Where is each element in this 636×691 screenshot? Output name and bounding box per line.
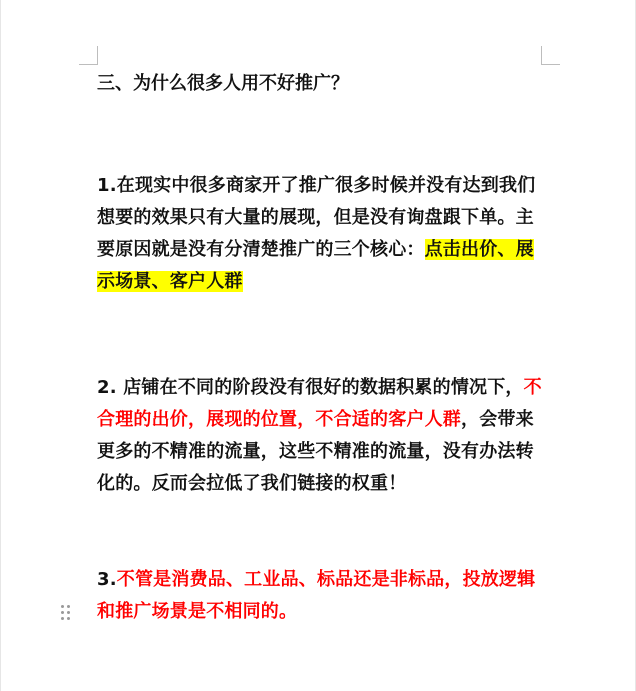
highlighted-core-factors: 点击出价、展示场景、客户人群 — [97, 239, 534, 292]
margin-corner-top-left — [79, 46, 98, 65]
margin-corner-top-right — [541, 46, 560, 65]
paragraph-2-text-start: 2. 店铺在不同的阶段没有很好的数据积累的情况下， — [97, 377, 524, 398]
drag-handle-icon[interactable] — [61, 605, 71, 623]
paragraph-3-number: 3. — [97, 569, 117, 590]
paragraph-1 — [97, 170, 547, 298]
paragraph-3 — [97, 564, 547, 628]
paragraph-1-text: 1.在现实中很多商家开了推广很多时候并没有达到我们想要的效果只有大量的展现，但是没有询盘跟下单。主要原因就是没有分清楚推广的三个核心： — [97, 175, 536, 260]
section-heading: 三、为什么很多人用不好推广？ — [97, 73, 349, 94]
paragraph-3-red-text: 不管是消费品、工业品、标品还是非标品，投放逻辑和推广场景是不相同的。 — [97, 569, 536, 622]
paragraph-2-text-end: ，会带来更多的不精准的流量，这些不精准的流量，没有办法转化的。反而会拉低了我们链接的权重！ — [97, 409, 534, 494]
paragraph-2 — [97, 372, 547, 500]
document-body[interactable] — [97, 68, 547, 628]
red-emphasis-text: 不合理的出价，展现的位置，不合适的客户人群 — [97, 377, 542, 430]
